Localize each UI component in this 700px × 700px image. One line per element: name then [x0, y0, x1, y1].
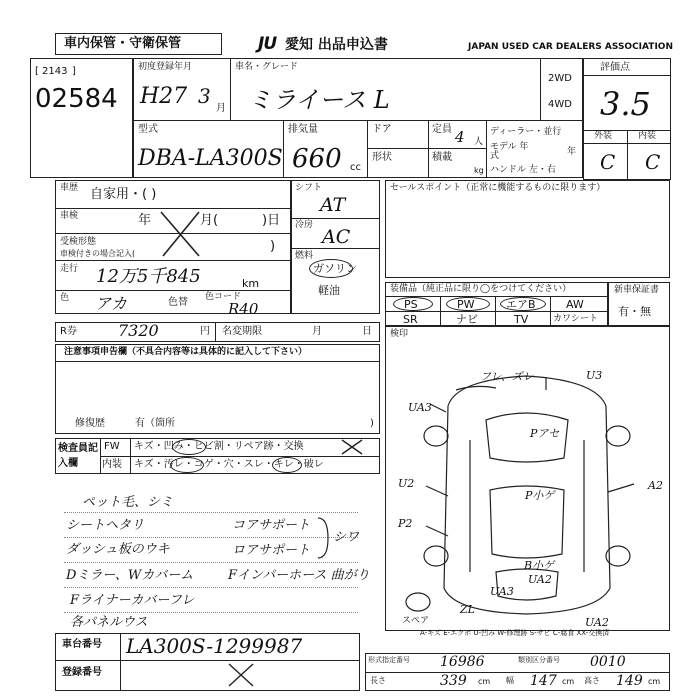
note-right-3: Fインパーホース 曲がり — [228, 568, 370, 583]
equipment-pw: PW — [457, 298, 475, 311]
form-number-value: 16986 — [440, 654, 485, 670]
width-unit: cm — [562, 677, 575, 686]
note-2: シートヘタリ — [66, 518, 145, 533]
diagram-mark-5: P小ゲ — [525, 489, 555, 502]
length-value: 339 — [440, 673, 467, 689]
equipment-leather-seat: カワシート — [553, 314, 599, 324]
length-label: 長さ — [370, 676, 386, 685]
recycle-amount: 7320 — [118, 321, 159, 340]
recycle-label: R券 — [60, 326, 77, 337]
form-subtitle: JAPAN USED CAR DEALERS ASSOCIATION — [468, 42, 673, 52]
model-year-unit: 年 — [567, 147, 577, 157]
color-code-value: R40 — [228, 300, 259, 318]
recycle-box — [55, 322, 380, 342]
sales-point-box — [385, 180, 670, 278]
warranty-value: 有・無 — [618, 305, 651, 318]
mileage-label: 走行 — [60, 264, 79, 274]
note-3: ダッシュ板のウキ — [66, 542, 170, 557]
shaken-year: 年 — [138, 213, 152, 228]
interior-label: 内装 — [638, 131, 657, 141]
score-label: 評価点 — [600, 62, 630, 73]
fuel-option-diesel: 軽油 — [318, 284, 340, 297]
brand-logo: JU — [258, 34, 277, 54]
note-right-1: コアサポート — [232, 518, 311, 533]
usage-value: 自家用・( ) — [90, 187, 157, 202]
width-label: 幅 — [506, 676, 514, 685]
expiry-month: 月 — [312, 326, 322, 337]
drive-2wd: 2WD — [548, 73, 572, 84]
doors-label: ドア — [372, 124, 392, 135]
displacement-label: 排気量 — [288, 124, 318, 135]
height-value: 149 — [616, 673, 643, 689]
lot-number: 02584 — [35, 84, 118, 114]
handle-label: ハンドル 左・右 — [490, 165, 556, 175]
interior-check-items: キズ・汚レ・コゲ・穴・スレ・キレ・破レ — [134, 459, 324, 470]
note-bracket-label: シワ — [333, 530, 360, 545]
recycle-unit: 円 — [200, 326, 210, 337]
fw-items: キズ・凹み・ヒビ割・リペア跡・交換 — [134, 441, 304, 452]
equipment-navi: ナビ — [456, 313, 478, 326]
first-registration-label: 初度登録年月 — [138, 62, 193, 72]
model-type: DBA-LA300S — [138, 146, 283, 171]
class-number-value: 0010 — [590, 654, 626, 670]
expiry-day: 日 — [362, 326, 372, 337]
remarks-label: 注意事項申告欄（不具合内容等は具体的に記入して下さい） — [64, 347, 308, 357]
shaken-day: )日 — [262, 213, 281, 228]
chassis-label: 車台番号 — [62, 639, 102, 650]
diagram-mark-3: UA3 — [408, 401, 432, 414]
month-unit: 月 — [216, 103, 226, 114]
equipment-aw: AW — [566, 298, 584, 311]
note-right-2: ロアサポート — [232, 543, 311, 558]
diagram-mark-8: P2 — [398, 517, 413, 530]
interior-grade: C — [645, 150, 661, 174]
cooling-label: 冷房 — [295, 220, 314, 230]
car-name: ミライース L — [248, 86, 390, 114]
dealer-label: ディーラー・並行 — [490, 127, 562, 137]
load-unit: kg — [474, 166, 484, 175]
interior-check-label: 内装 — [102, 459, 122, 470]
expiry-label: 名変期限 — [222, 326, 262, 337]
note-1: ペット毛、シミ — [82, 495, 174, 510]
capacity-value: 4 — [455, 128, 465, 146]
fw-replace-cross — [338, 438, 366, 456]
sales-point-label: セールスポイント（正常に機能するものに限ります） — [390, 183, 606, 193]
exterior-grade: C — [600, 150, 616, 174]
diagram-mark-11: UA3 — [490, 585, 514, 598]
lot-bracket-close: ] — [72, 66, 76, 77]
capacity-unit: 人 — [474, 137, 484, 147]
diagram-mark-7: A2 — [648, 479, 663, 492]
usage-label: 車歴 — [60, 183, 79, 193]
car-name-label: 車名・グレード — [235, 62, 299, 72]
diagram-mark-4: Pアセ — [530, 427, 560, 440]
first-registration-month: 3 — [198, 84, 211, 108]
class-number-label: 類別区分番号 — [518, 656, 560, 664]
repair-history-close: ) — [370, 418, 374, 429]
repair-history-value: 有（箇所 — [135, 418, 175, 429]
shaken-label: 車検 — [60, 211, 79, 221]
fuel-option-gasoline: ガソリン — [313, 262, 357, 275]
interior-scuff-circle — [272, 457, 302, 473]
car-damage-diagram — [386, 340, 669, 630]
color-label: 色 — [60, 293, 70, 303]
equipment-title: 装備品（純正品に限り◯をつけてください） — [390, 284, 572, 294]
diagram-mark-10: UA2 — [528, 573, 552, 586]
diagram-mark-2: U3 — [586, 369, 603, 382]
repair-history-label: 修復歴 — [75, 418, 105, 429]
shaken-cross-mark — [155, 208, 205, 260]
fuel-label: 燃料 — [295, 251, 314, 261]
lot-bracket-number: 2143 — [42, 66, 68, 77]
shaken-month: 月( — [200, 213, 219, 228]
height-unit: cm — [648, 677, 661, 686]
storage-label: 車内保管・守衛保管 — [64, 36, 182, 51]
displacement-value: 660 — [292, 144, 342, 174]
equipment-sr: SR — [403, 313, 418, 326]
diagram-mark-13: UA2 — [585, 616, 609, 629]
fw-label: FW — [104, 441, 120, 452]
inspector-label: 検査員記入欄 — [58, 443, 98, 469]
displacement-unit: cc — [350, 162, 361, 173]
warranty-label: 新車保証書 — [614, 285, 660, 295]
shift-value: AT — [320, 194, 346, 216]
mileage-value: 12万5千845 — [96, 266, 201, 287]
registration-cross-mark — [225, 660, 257, 690]
score-value: 3.5 — [600, 85, 651, 123]
inspection-close: ) — [270, 239, 276, 254]
height-label: 高さ — [584, 676, 600, 685]
color-code-label: 色コード — [205, 292, 242, 302]
color-change-label: 色替 — [168, 297, 188, 308]
note-6: 各パネルウス — [70, 615, 148, 630]
fw-dent-circle — [172, 439, 206, 455]
equipment-tv: TV — [514, 313, 529, 326]
note-5: Fライナーカバーフレ — [70, 593, 195, 608]
diagram-mark-1: フレ、ズレ — [480, 370, 534, 383]
storage-label-box — [55, 33, 222, 55]
interior-stain-circle — [170, 457, 204, 473]
model-year-label: モデル 年式 — [490, 142, 529, 161]
chassis-number: LA300S-1299987 — [126, 634, 303, 658]
drive-4wd: 4WD — [548, 99, 572, 110]
shift-label: シフト — [295, 183, 323, 193]
form-title: 愛知 出品申込書 — [285, 37, 388, 53]
mileage-unit: km — [242, 277, 260, 290]
note-4: Dミラー、Wカバーム — [66, 568, 194, 583]
diagram-legend: A-キズ E-エクボ U-凹み W-修理跡 S-サビ C-腐食 XX-交換済 — [420, 629, 610, 637]
inspection-note: 車検付きの場合記入( — [60, 249, 136, 258]
model-type-label: 型式 — [138, 124, 158, 135]
capacity-label: 定員 — [432, 124, 452, 135]
diagram-mark-12: ZL — [460, 603, 475, 616]
first-registration-year: H27 — [140, 84, 188, 109]
lot-bracket-open: [ — [35, 66, 39, 77]
load-label: 積載 — [432, 152, 452, 163]
note-bracket — [316, 516, 330, 560]
length-unit: cm — [478, 677, 491, 686]
registration-number-label: 登録番号 — [62, 667, 102, 678]
diagram-mark-9: B小ゲ — [524, 559, 555, 572]
equipment-ps: PS — [404, 298, 418, 311]
diagram-mark-6: U2 — [398, 477, 415, 490]
spare-label: スペア — [402, 616, 430, 626]
color-value: アカ — [95, 294, 127, 313]
inspection-label: 受検形態 — [60, 237, 97, 247]
form-number-label: 形式指定番号 — [368, 656, 410, 664]
inspector-signature-label: 検印 — [390, 329, 409, 339]
exterior-label: 外装 — [594, 131, 613, 141]
shape-label: 形状 — [372, 152, 392, 163]
equipment-airbag: エアB — [506, 298, 536, 311]
cooling-value: AC — [322, 226, 351, 248]
width-value: 147 — [530, 673, 557, 689]
